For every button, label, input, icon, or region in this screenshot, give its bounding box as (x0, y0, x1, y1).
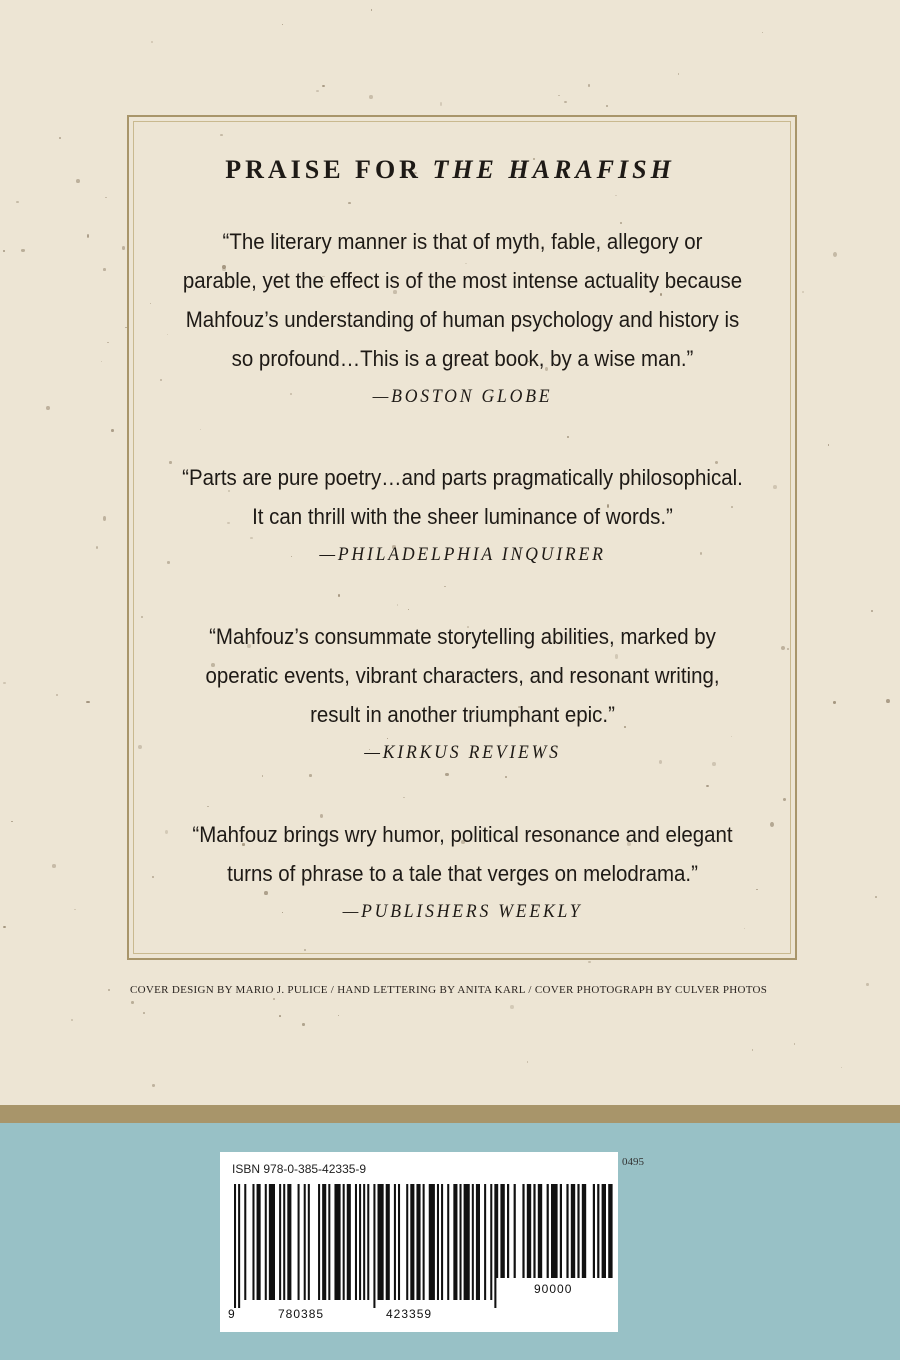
addon-bar (577, 1184, 579, 1278)
paper-speck (105, 197, 107, 198)
barcode-bar (484, 1184, 486, 1300)
quote-line: so profound…This is a great book, by a wise man.” (231, 346, 694, 371)
barcode-bar (416, 1184, 420, 1300)
paper-speck (108, 989, 111, 991)
isbn-text: ISBN 978-0-385-42335-9 (232, 1162, 367, 1176)
barcode-bar (318, 1184, 320, 1300)
addon-bar (560, 1184, 562, 1278)
paper-speck (21, 249, 25, 251)
addon-bar (496, 1184, 498, 1278)
quote-line: “Mahfouz brings wry humor, political resonance and elegant (192, 822, 733, 847)
paper-speck (322, 85, 325, 87)
barcode-bar (308, 1184, 310, 1300)
barcode-bar (429, 1184, 435, 1300)
paper-speck (3, 682, 5, 684)
barcode-left-digits: 780385 (278, 1307, 325, 1321)
paper-speck (3, 926, 7, 929)
barcode-bar (386, 1184, 390, 1300)
barcode-bar (269, 1184, 275, 1300)
barcode-bar (287, 1184, 291, 1300)
paper-speck (369, 95, 373, 100)
paper-speck (371, 9, 372, 10)
barcode-bar (283, 1184, 285, 1300)
addon-bar (593, 1184, 595, 1278)
addon-bar (571, 1184, 575, 1278)
barcode-label (220, 1152, 618, 1332)
paper-speck (16, 201, 19, 203)
addon-bar (514, 1184, 516, 1278)
paper-speck (588, 961, 590, 963)
paper-speck (3, 250, 5, 252)
paper-speck (833, 701, 836, 704)
barcode-bar (373, 1184, 375, 1308)
paper-speck (152, 1084, 155, 1086)
paper-speck (103, 516, 106, 521)
addon-digits: 90000 (534, 1282, 573, 1296)
paper-speck (762, 32, 763, 34)
paper-speck (101, 361, 102, 362)
barcode-bar (252, 1184, 254, 1300)
barcode-bar (347, 1184, 351, 1300)
barcode-bar (328, 1184, 330, 1300)
barcode-bar (378, 1184, 384, 1300)
barcode-bar (238, 1184, 240, 1308)
paper-speck (107, 342, 109, 344)
quote-line: result in another triumphant epic.” (310, 702, 615, 727)
heading-prefix: PRAISE FOR (225, 155, 422, 184)
paper-speck (11, 821, 12, 822)
quote-line: “Mahfouz’s consummate storytelling abilities, marked by (209, 624, 716, 649)
addon-bar (500, 1184, 504, 1278)
paper-speck (866, 983, 869, 986)
addon-bar (582, 1184, 586, 1278)
addon-bar (533, 1184, 535, 1278)
paper-speck (273, 998, 275, 1000)
heading-title: THE HARAFISH (432, 155, 675, 184)
quote-line: “The literary manner is that of myth, fable, allegory or (222, 229, 703, 254)
price-code: 0495 (622, 1156, 644, 1168)
quote-philadelphia-inquirer (163, 458, 763, 574)
paper-speck (52, 864, 56, 867)
barcode-bar (441, 1184, 443, 1300)
barcode-bar (367, 1184, 369, 1300)
paper-speck (282, 24, 284, 26)
barcode-bar (265, 1184, 267, 1300)
paper-speck (558, 95, 559, 96)
quote-source: —BOSTON GLOBE (372, 386, 553, 407)
barcode-bar (304, 1184, 306, 1300)
barcode-bar (244, 1184, 246, 1300)
barcode-bar (394, 1184, 396, 1300)
barcode-bar (476, 1184, 480, 1300)
quote-source: —PUBLISHERS WEEKLY (342, 901, 583, 922)
barcode-bar (423, 1184, 425, 1300)
paper-speck (71, 1019, 73, 1021)
barcode-bar (460, 1184, 462, 1300)
addon-bar (566, 1184, 568, 1278)
barcode-bar (398, 1184, 400, 1300)
addon-bar (507, 1184, 509, 1278)
barcode-bar (406, 1184, 408, 1300)
paper-speck (74, 909, 75, 911)
paper-speck (564, 101, 567, 103)
barcode-bar (490, 1184, 492, 1300)
paper-speck (886, 699, 890, 703)
paper-speck (606, 105, 608, 107)
paper-speck (752, 1049, 753, 1050)
quote-kirkus-reviews (163, 617, 763, 772)
addon-bar (538, 1184, 542, 1278)
quote-boston-globe (163, 222, 763, 416)
paper-speck (279, 1015, 281, 1017)
quote-source: —KIRKUS REVIEWS (364, 742, 561, 763)
paper-speck (794, 1043, 796, 1045)
barcode-bar (334, 1184, 340, 1300)
barcode-bar (453, 1184, 457, 1300)
paper-speck (302, 1023, 304, 1026)
addon-bar (547, 1184, 549, 1278)
barcode-bar (447, 1184, 449, 1300)
barcode-bar (322, 1184, 326, 1300)
addon-bars (496, 1184, 613, 1278)
quote-line: “Parts are pure poetry…and parts pragmatically philosophical. (182, 465, 743, 490)
paper-speck (316, 90, 320, 93)
barcode-bar (464, 1184, 470, 1300)
quote-line: turns of phrase to a tale that verges on melodrama.” (227, 861, 698, 886)
barcode-bar (343, 1184, 345, 1300)
barcode-bar (437, 1184, 439, 1300)
paper-speck (871, 610, 873, 612)
barcode-bar (410, 1184, 414, 1300)
addon-bar (551, 1184, 558, 1278)
cover-credits: COVER DESIGN BY MARIO J. PULICE / HAND LETTERING BY ANITA KARL / COVER PHOTOGRAPH BY CULVER PHOTOS (130, 984, 768, 996)
paper-speck (86, 701, 90, 703)
quote-line: Mahfouz’s understanding of human psychology and history is (185, 307, 740, 332)
barcode-lead-digit: 9 (228, 1307, 235, 1321)
paper-speck (111, 429, 114, 432)
paper-speck (833, 252, 837, 257)
barcode-bar (355, 1184, 357, 1300)
paper-speck (802, 291, 803, 293)
paper-speck (841, 1067, 843, 1068)
paper-speck (588, 84, 590, 86)
barcode-bar (298, 1184, 300, 1300)
paper-speck (96, 546, 98, 549)
paper-speck (527, 1061, 528, 1063)
barcode-bar (472, 1184, 474, 1300)
paper-speck (87, 234, 90, 238)
paper-speck (103, 268, 105, 271)
ean13-bars (234, 1184, 496, 1308)
paper-speck (440, 102, 443, 105)
paper-speck (59, 137, 61, 139)
paper-speck (678, 73, 679, 74)
quote-line: parable, yet the effect is of the most intense actuality because (182, 268, 743, 293)
quote-source: —PHILADELPHIA INQUIRER (319, 544, 606, 565)
barcode-bar (363, 1184, 365, 1300)
paper-speck (143, 1012, 145, 1014)
addon-bar (527, 1184, 531, 1278)
addon-bar (597, 1184, 599, 1278)
barcode-bar (257, 1184, 261, 1300)
quote-publishers-weekly (163, 815, 763, 931)
quote-line: operatic events, vibrant characters, and resonant writing, (205, 663, 720, 688)
barcode-right-digits: 423359 (386, 1307, 433, 1321)
praise-heading (0, 155, 900, 185)
paper-speck (131, 1001, 134, 1004)
addon-bar (608, 1184, 612, 1278)
paper-speck (875, 896, 877, 898)
paper-speck (56, 694, 58, 696)
paper-speck (46, 406, 50, 410)
paper-speck (122, 246, 125, 250)
paper-speck (828, 444, 829, 446)
paper-speck (151, 41, 153, 43)
paper-speck (338, 1015, 339, 1016)
barcode-bar (359, 1184, 361, 1300)
paper-speck (510, 1005, 514, 1009)
addon-bar (522, 1184, 524, 1278)
barcode-bar (234, 1184, 236, 1308)
barcode-graphic (220, 1152, 618, 1332)
gold-band (0, 1105, 900, 1123)
addon-bar (602, 1184, 606, 1278)
quote-line: It can thrill with the sheer luminance of words.” (252, 504, 673, 529)
barcode-bar (279, 1184, 281, 1300)
